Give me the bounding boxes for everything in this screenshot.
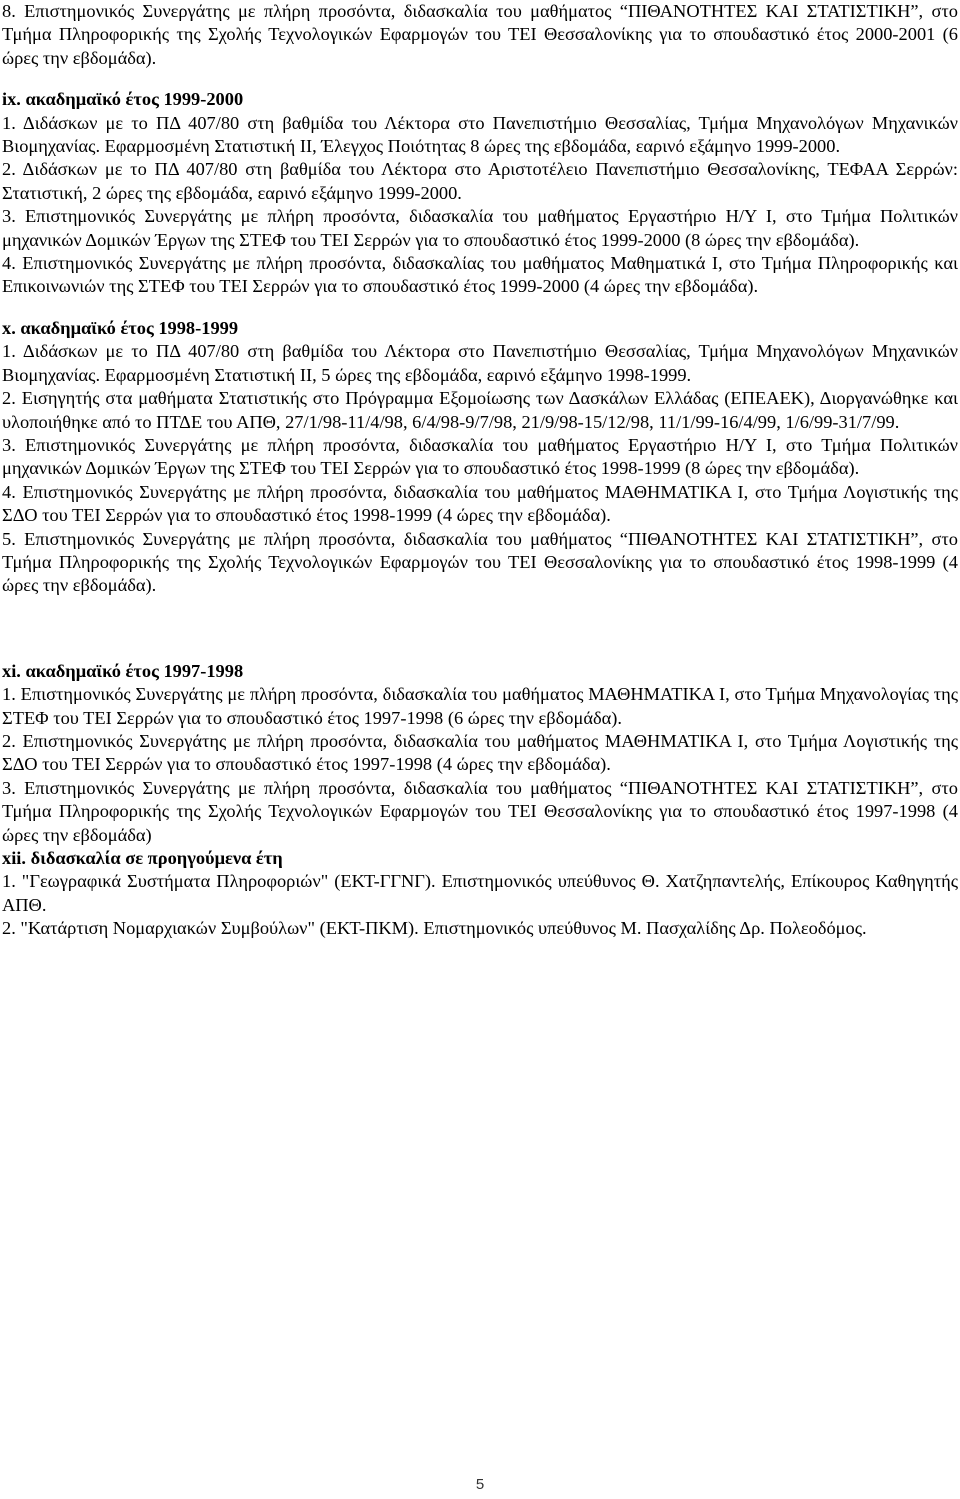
list-item: 1. Διδάσκων με το ΠΔ 407/80 στη βαθμίδα του Λέκτορα στο Πανεπιστήμιο Θεσσαλίας, Τμήμα Μηχανολόγων Μηχανικών Βιομηχανίας. Εφαρμοσμένη Στατιστική ΙΙ, 5 ώρες της εβδομάδα, εαρινό εξάμηνο 1998-1999.	[2, 341, 958, 385]
page-number: 5	[475, 1476, 485, 1493]
list-item: 1. Διδάσκων με το ΠΔ 407/80 στη βαθμίδα του Λέκτορα στο Πανεπιστήμιο Θεσσαλίας, Τμήμα Μηχανολόγων Μηχανικών Βιομηχανίας. Εφαρμοσμένη Στατιστική ΙΙ, Έλεγχος Ποιότητας 8 ώρες της εβδομάδα, εαρινό εξάμηνο 1999-2000.	[2, 112, 958, 157]
section-heading: ix. ακαδημαϊκό έτος 1999-2000	[2, 89, 244, 110]
section-heading: xi. ακαδημαϊκό έτος 1997-1998	[2, 660, 244, 681]
list-item: 2. Εισηγητής στα μαθήματα Στατιστικής στο Πρόγραμμα Εξομοίωσης των Δασκάλων Ελλάδας (ΕΠΕΑΕΚ), Διοργανώθηκε και υλοποιήθηκε από το ΠΤΔΕ του ΑΠΘ, 27/1/98-11/4/98, 6/4/98-9/7/98, 21/9/98-15/12/98, 11/1/99-16/4/99, 1/6/99-31/7/99.	[2, 388, 958, 432]
list-item: 2. "Κατάρτιση Νομαρχιακών Συμβούλων" (ΕΚΤ-ΠΚΜ). Επιστημονικός υπεύθυνος Μ. Πασχαλίδης Δρ. Πολεοδόμος.	[2, 918, 867, 939]
top-entry: 8. Επιστημονικός Συνεργάτης με πλήρη προσόντα, διδασκαλία του μαθήματος “ΠΙΘΑΝΟΤΗΤΕΣ ΚΑΙ ΣΤΑΤΙΣΤΙΚΗ”, στο Τμήμα Πληροφορικής της Σχολής Τεχνολογικών Εφαρμογών του ΤΕΙ Θεσσαλονίκης για το σπουδαστικό έτος 2000-2001 (6 ώρες την εβδομάδα).	[2, 1, 958, 68]
list-item: 2. Διδάσκων με το ΠΔ 407/80 στη βαθμίδα του Λέκτορα στο Αριστοτέλειο Πανεπιστήμιο Θεσσαλονίκης, ΤΕΦΑΑ Σερρών: Στατιστική, 2 ώρες της εβδομάδα, εαρινό εξάμηνο 1999-2000.	[2, 159, 958, 203]
list-item: 3. Επιστημονικός Συνεργάτης με πλήρη προσόντα, διδασκαλία του μαθήματος Εργαστήριο Η/Υ Ι, στο Τμήμα Πολιτικών μηχανικών Δομικών Έργων της ΣΤΕΦ του ΤΕΙ Σερρών για το σπουδαστικό έτος 1999-2000 (8 ώρες την εβδομάδα).	[2, 206, 958, 250]
section-heading: x. ακαδημαϊκό έτος 1998-1999	[2, 317, 239, 338]
list-item: 2. Επιστημονικός Συνεργάτης με πλήρη προσόντα, διδασκαλία του μαθήματος ΜΑΘΗΜΑΤΙΚΑ Ι, στο Τμήμα Λογιστικής της ΣΔΟ του ΤΕΙ Σερρών για το σπουδαστικό έτος 1997-1998 (4 ώρες την εβδομάδα).	[2, 730, 958, 775]
list-item: 1. "Γεωγραφικά Συστήματα Πληροφοριών" (ΕΚΤ-ΓΓΝΓ). Επιστημονικός υπεύθυνος Θ. Χατζηπαντελής, Επίκουρος Καθηγητής ΑΠΘ.	[2, 871, 958, 915]
list-item: 5. Επιστημονικός Συνεργάτης με πλήρη προσόντα, διδασκαλία του μαθήματος “ΠΙΘΑΝΟΤΗΤΕΣ ΚΑΙ ΣΤΑΤΙΣΤΙΚΗ”, στο Τμήμα Πληροφορικής της Σχολής Τεχνολογικών Εφαρμογών του ΤΕΙ Θεσσαλονίκης για το σπουδαστικό έτος 1998-1999 (4 ώρες την εβδομάδα).	[2, 528, 958, 596]
list-item: 4. Επιστημονικός Συνεργάτης με πλήρη προσόντα, διδασκαλία του μαθήματος ΜΑΘΗΜΑΤΙΚΑ Ι, στο Τμήμα Λογιστικής της ΣΔΟ του ΤΕΙ Σερρών για το σπουδαστικό έτος 1998-1999 (4 ώρες την εβδομάδα).	[2, 481, 958, 526]
section-1999-2000	[2, 88, 958, 299]
list-item: 1. Επιστημονικός Συνεργάτης με πλήρη προσόντα, διδασκαλία του μαθήματος ΜΑΘΗΜΑΤΙΚΑ Ι, στο Τμήμα Μηχανολογίας της ΣΤΕΦ του ΤΕΙ Σερρών για το σπουδαστικό έτος 1997-1998 (6 ώρες την εβδομάδα).	[2, 684, 958, 728]
list-item: 3. Επιστημονικός Συνεργάτης με πλήρη προσόντα, διδασκαλία του μαθήματος “ΠΙΘΑΝΟΤΗΤΕΣ ΚΑΙ ΣΤΑΤΙΣΤΙΚΗ”, στο Τμήμα Πληροφορικής της Σχολής Τεχνολογικών Εφαρμογών του ΤΕΙ Θεσσαλονίκης για το σπουδαστικό έτος 1997-1998 (4 ώρες την εβδομάδα)	[2, 777, 958, 845]
section-1997-1998	[2, 660, 958, 847]
spacer	[2, 70, 958, 88]
list-item: 3. Επιστημονικός Συνεργάτης με πλήρη προσόντα, διδασκαλία του μαθήματος Εργαστήριο Η/Υ Ι, στο Τμήμα Πολιτικών μηχανικών Δομικών Έργων της ΣΤΕΦ του ΤΕΙ Σερρών για το σπουδαστικό έτος 1998-1999 (8 ώρες την εβδομάδα).	[2, 434, 958, 479]
spacer	[2, 299, 958, 317]
section-heading: xii. διδασκαλία σε προηγούμενα έτη	[2, 848, 283, 868]
section-previous-years	[2, 847, 958, 941]
spacer	[2, 598, 958, 660]
section-1998-1999	[2, 317, 958, 598]
list-item: 4. Επιστημονικός Συνεργάτης με πλήρη προσόντα, διδασκαλίας του μαθήματος Μαθηματικά Ι, στο Τμήμα Πληροφορικής και Επικοινωνιών της ΣΤΕΦ του ΤΕΙ Σερρών για το σπουδαστικό έτος 1999-2000 (4 ώρες την εβδομάδα).	[2, 253, 958, 297]
